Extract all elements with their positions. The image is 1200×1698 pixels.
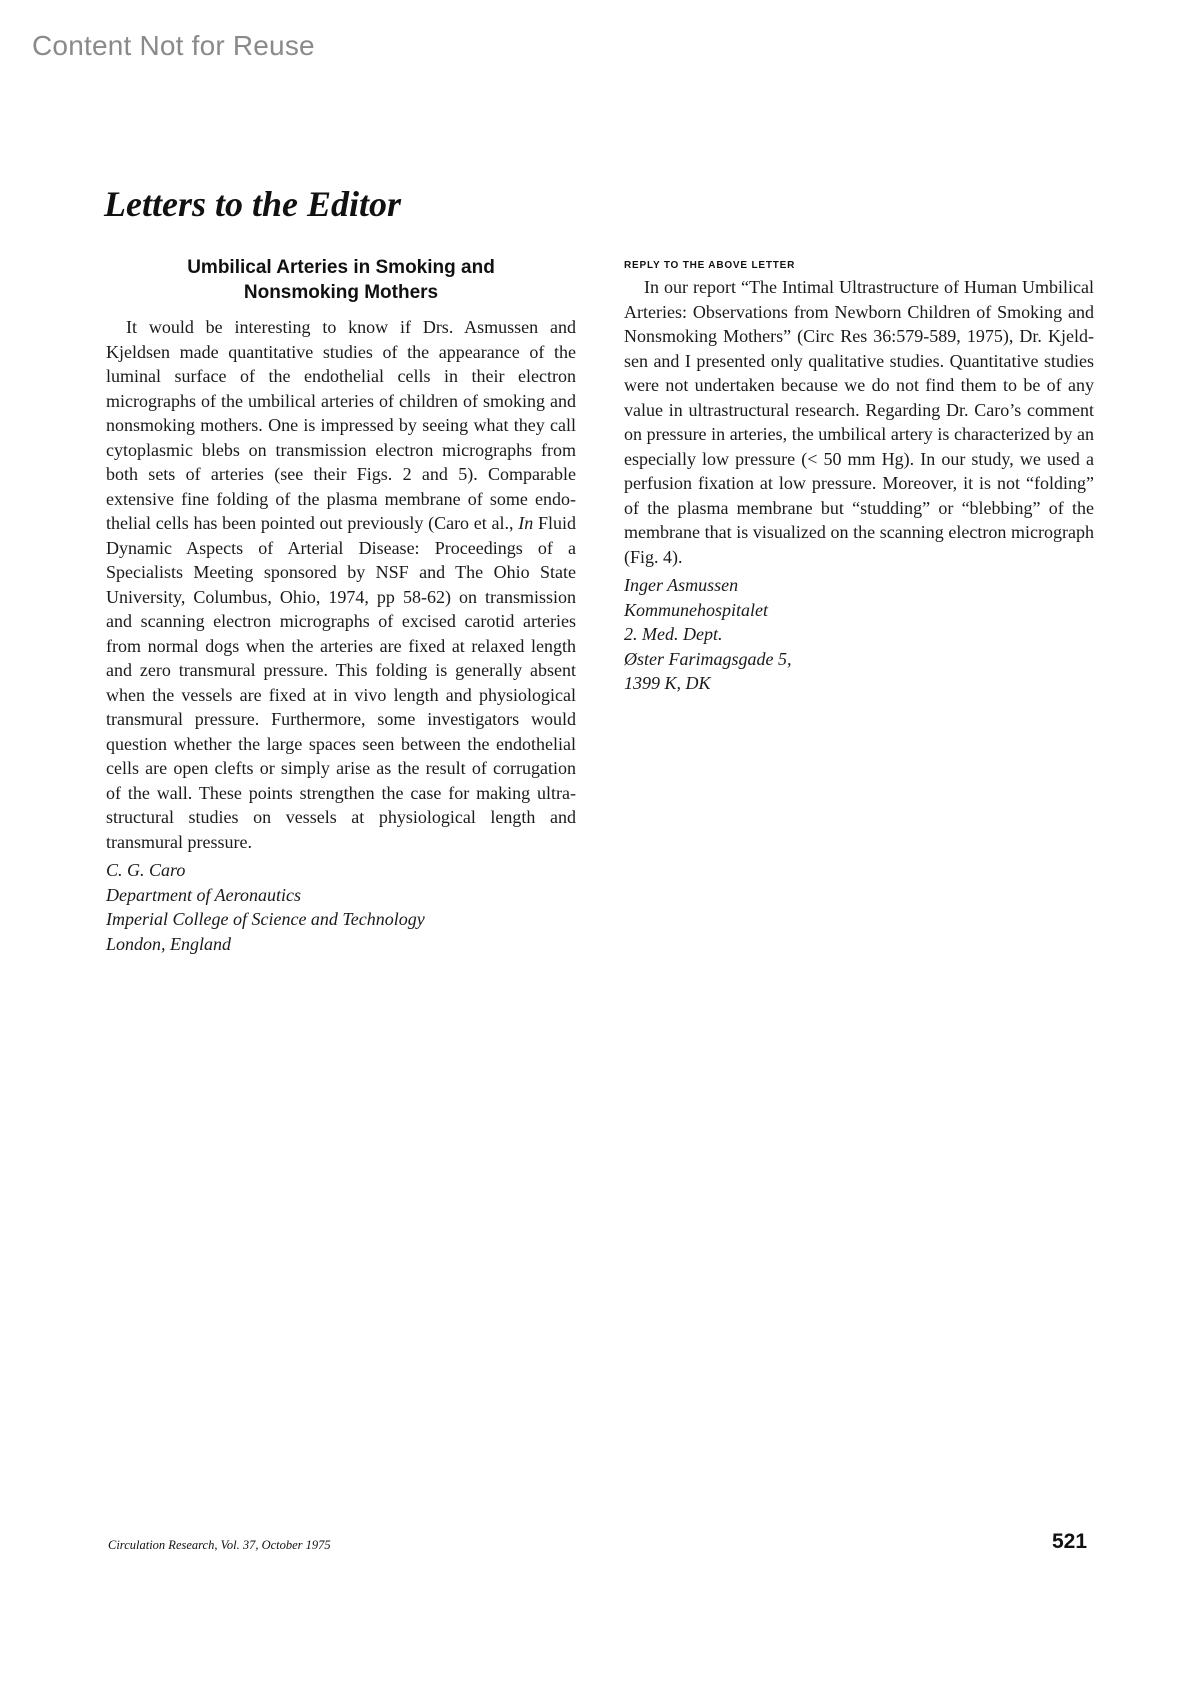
letter-title xyxy=(106,255,576,305)
letter-body-in: In xyxy=(518,513,534,533)
letter-signature-institution: Imperial College of Science and Technology xyxy=(106,909,425,929)
watermark: Content Not for Reuse xyxy=(32,30,315,61)
reply-signature-hospital: Kommunehospitalet xyxy=(624,599,768,620)
reply-signature-city: 1399 K, DK xyxy=(624,673,711,693)
letter-signature-location: London, England xyxy=(106,933,232,954)
reply-signature-department: 2. Med. Dept. xyxy=(624,624,723,644)
letter-title-line-2: Nonsmoking Mothers xyxy=(243,282,439,303)
reply-signature xyxy=(624,573,1094,696)
letter-column xyxy=(106,255,576,956)
letter-title-line-1: Umbilical Arteries in Smoking and xyxy=(187,257,495,278)
reply-body: In our report “The Intimal Ultrastructure of Human Umbilical Arteries: Observations from Newborn Children of Smoking and Nonsmoking Mothers” (Circ Res 36:579-589, 1975), Dr. Kjeldsen and I presented only qualitative studies. Quantitative studies were not undertaken because we do not find them to be of any value in ultrastructural research. Regarding Dr. Caro’s comment on pressure in arteries, the umbilical artery is characterized by an especially low pressure (< 50 mm Hg). In our study, we used a perfusion fixation at low pressure. Moreover, it is not “folding” of the plasma membrane but “studding” or “blebbing” of the membrane that is visualized on the scanning electron micrograph (Fig. 4). xyxy=(624,277,1094,567)
letter-signature-name: C. G. Caro xyxy=(106,860,186,880)
letter-body-part-2: Fluid Dynamic Aspects of Arterial Disease: Proceedings of a Specialists Meeting sponsored by NSF and The Ohio State University, Columbus, Ohio, 1974, pp 58-62) on transmission and scanning electron micrographs of excised carotid arteries from normal dogs when the arteries are fixed at relaxed length and zero transmural pressure. This folding is generally absent when the vessels are fixed at in vivo length and physiological transmural pressure. Furthermore, some investigators would question whether the large spaces seen between the endothelial cells are open clefts or simply arise as the result of corrugation of the wall. These points strengthen the case for making ultrastructural studies on vessels at physiological length and transmural pressure. xyxy=(106,513,577,852)
reply-column xyxy=(624,260,1094,696)
letter-signature-department: Department of Aeronautics xyxy=(106,884,301,905)
page-number: 521 xyxy=(1052,1530,1088,1553)
letter-signature xyxy=(106,858,576,956)
reply-signature-street: Øster Farimagsgade 5, xyxy=(624,648,792,669)
reply-signature-name: Inger Asmussen xyxy=(624,575,739,595)
footer-journal-citation: Circulation Research, Vol. 37, October 1975 xyxy=(108,1538,331,1552)
section-title: Letters to the Editor xyxy=(104,184,401,224)
letter-body xyxy=(106,315,576,854)
letter-body-part-1: It would be interesting to know if Drs. Asmussen and Kjeldsen made quantitative studies of the appearance of the luminal surface of the endothelial cells in their electron micrographs of the umbilical arteries of children of smoking and nonsmoking mothers. One is impressed by seeing what they call cytoplasmic blebs on transmission electron micrographs from both sets of arteries (see their Figs. 2 and 5). Comparable extensive fine folding of the plasma membrane of some endothelial cells has been pointed out previously (Caro et al., xyxy=(106,317,576,533)
reply-heading: REPLY TO THE ABOVE LETTER xyxy=(624,260,796,271)
